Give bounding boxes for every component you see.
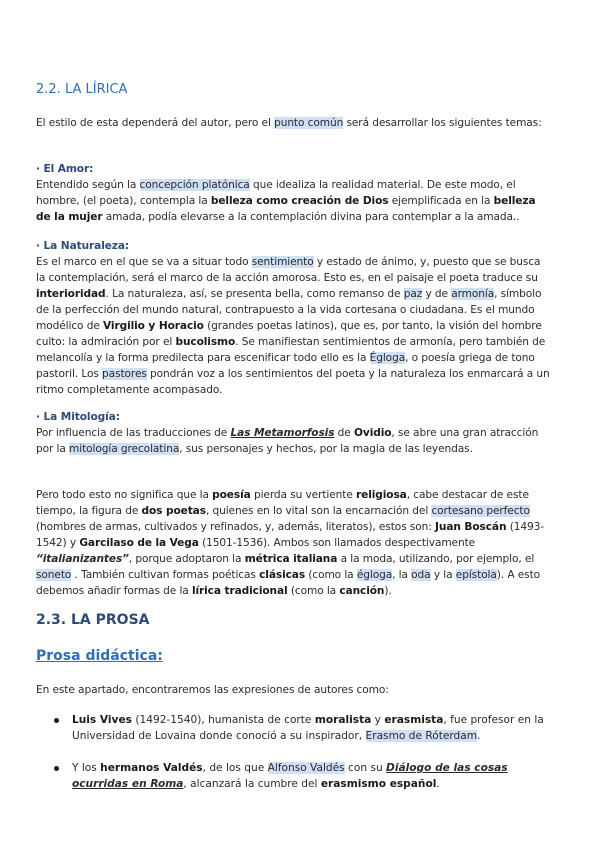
naturaleza-text: Es el marco en el que se va a situar todo sentimiento y estado de ánimo, y, puesto que se busca la contemplación, será el marco de la acción amorosa. Esto es, en el paisaje el poeta traduce su interioridad. La naturaleza, así, se presenta bella, como remanso de paz y de armonía, símbolo de la perfección del mundo natural, contrapuesto a la vida cortesana o ciudadana. Es el mundo modélico de Virgilio y Horacio (grandes poetas latinos), que es, por tanto, la visión del hombre culto: la admiración por el bucolismo. Se manifiestan sentimientos de armonía, pero también de melancolía y la forma predilecta para escenificar todo ello es la Égloga, o poesía griega de tono pastoril. Los pastores pondrán voz a los sentimientos del poeta y la naturaleza los enmarcará a un ritmo completamente acompasado. <box>36 256 550 396</box>
mitologia-block <box>36 409 552 457</box>
amor-block <box>36 161 552 225</box>
list-item: Luis Vives (1492-1540), humanista de corte moralista y erasmista, fue profesor en la Universidad de Lovaina donde conoció a su inspirador, Erasmo de Róterdam. <box>36 712 552 744</box>
cierre-paragraph: Pero todo esto no significa que la poesía pierda su vertiente religiosa, cabe destacar de este tiempo, la figura de dos poetas, quienes en lo vital son la encarnación del cortesano perfecto (hombres de armas, cultivados y refinados, y, además, literatos), estos son: Juan Boscán (1493-1542) y Garcilaso de la Vega (1501-1536). Ambos son llamados despectivamente “italianizantes”, porque adoptaron la métrica italiana a la moda, utilizando, por ejemplo, el soneto . También cultivan formas poéticas clásicas (como la égloga, la oda y la epístola). A esto debemos añadir formas de la lírica tradicional (como la canción). <box>36 489 545 597</box>
mitologia-label: · La Mitología: <box>36 411 120 423</box>
amor-text: Entendido según la concepción platónica que idealiza la realidad material. De este modo, el hombre, (el poeta), contempla la belleza como creación de Dios ejemplificada en la belleza de la mujer amada, podía elevarse a la contemplación divina para contemplar a la amada.. <box>36 179 536 223</box>
prosa-didactica-heading: Prosa didáctica: <box>36 648 163 664</box>
naturaleza-block <box>36 238 552 398</box>
bullet-icon <box>54 718 59 723</box>
amor-label: · El Amor: <box>36 163 94 175</box>
bullet-icon <box>54 766 59 771</box>
naturaleza-label: · La Naturaleza: <box>36 240 130 252</box>
list-item: Y los hermanos Valdés, de los que Alfonso Valdés con su Diálogo de las cosas ocurridas en Roma, alcanzará la cumbre del erasmismo español. <box>36 760 552 792</box>
mitologia-text: Por influencia de las traducciones de Las Metamorfosis de Ovidio, se abre una gran atracción por la mitología grecolatina, sus personajes y hechos, por la magia de las leyendas. <box>36 427 539 455</box>
prosa-intro: En este apartado, encontraremos las expresiones de autores como: <box>36 684 389 696</box>
section-title-lirica: 2.2. LA LÍRICA <box>36 82 128 97</box>
lirica-intro: El estilo de esta dependerá del autor, pero el punto común será desarrollar los siguientes temas: <box>36 117 542 129</box>
section-title-prosa: 2.3. LA PROSA <box>36 612 150 628</box>
authors-list <box>36 712 552 806</box>
